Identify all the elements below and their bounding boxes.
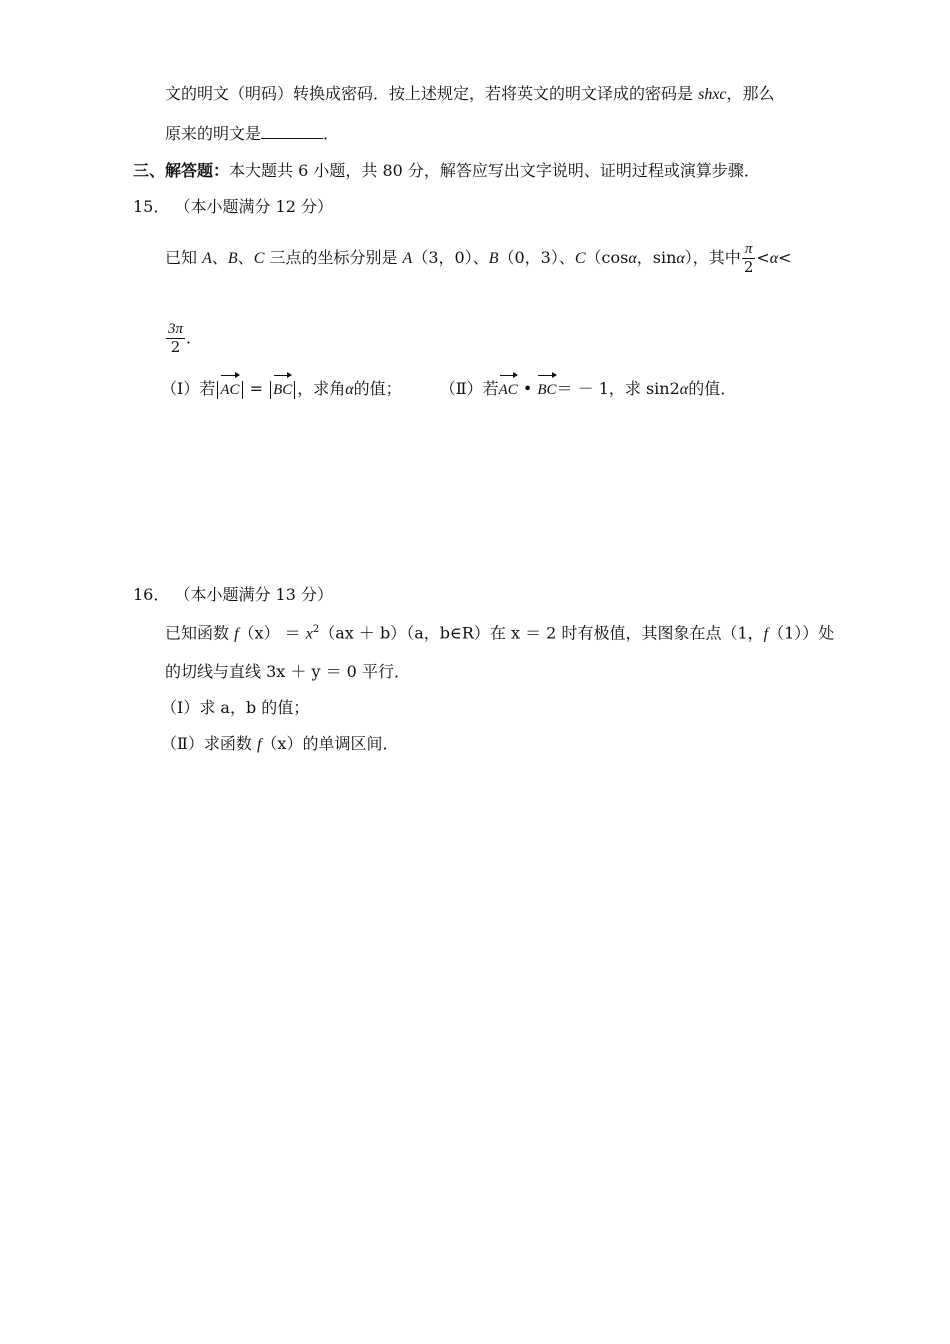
coord-B: （0，3）、 [498, 248, 575, 267]
q16-text-end: （1））处 [768, 623, 835, 643]
func-f: f [234, 625, 239, 643]
q16-header [133, 585, 333, 605]
alpha: α [676, 250, 685, 267]
q15-parts [161, 373, 736, 403]
var-A: A [202, 250, 212, 267]
period: ． [186, 328, 203, 347]
less-than: < [778, 248, 792, 267]
q16-points: （本小题满分 13 分） [174, 585, 334, 604]
intro-period: ． [323, 124, 340, 143]
q15-text: 已知 [165, 248, 203, 267]
fraction-denominator: 2 [743, 258, 754, 276]
q16-part1-text: （Ⅰ）求 a，b 的值； [161, 698, 310, 717]
var-B: B [227, 250, 238, 267]
var-C: C [253, 250, 265, 267]
alpha: α [679, 381, 689, 398]
q16-line2: 的切线与直线 3x ＋ y ＝ 0 平行． [165, 662, 410, 681]
fraction-numerator: 3π [168, 321, 184, 337]
vector-BC: BC [273, 373, 292, 403]
q16-stem-cont [165, 662, 410, 682]
q16-expression: （ax ＋ b）（a，b∈R）在 x ＝ 2 时有极值，其图象在点（1， [319, 623, 764, 643]
q15-part1-end: 的值； [353, 379, 402, 398]
answer-blank [261, 124, 323, 139]
q16-number: 16． [133, 585, 170, 604]
dot-product: • [517, 379, 538, 398]
var-x: x [305, 625, 313, 643]
fraction-3pi-over-2 [166, 321, 185, 356]
q16-part2-end: （x）的单调区间． [261, 734, 399, 753]
q16-part2-text: （Ⅱ）求函数 [161, 734, 257, 753]
intro-line-2 [165, 124, 339, 144]
abs-bar [270, 381, 271, 399]
q15-part1-label: （Ⅰ）若 [161, 379, 216, 398]
section-3-heading [133, 161, 760, 181]
q16-text: 已知函数 [165, 623, 235, 643]
q15-part2-label: （Ⅱ）若 [439, 379, 499, 398]
q15-text: ），其中 [684, 248, 741, 267]
q15-stem [165, 238, 792, 279]
equals: = [244, 379, 269, 398]
abs-bar [242, 381, 243, 399]
alpha: α [628, 250, 637, 267]
abs-bar [217, 381, 218, 399]
q16-part1 [161, 698, 309, 718]
func-arg: （x） [238, 623, 280, 643]
fraction-denominator: 2 [170, 338, 181, 356]
intro-line-1 [165, 84, 775, 105]
q16-stem [165, 620, 834, 644]
q15-part2-end: 的值． [688, 379, 737, 398]
vector-AC: AC [220, 373, 239, 403]
vector-BC: BC [537, 373, 556, 403]
section-3-label: 三、解答题： [133, 161, 230, 180]
fraction-pi-over-2 [742, 241, 756, 276]
intro-text: 文的明文（明码）转换成密码．按上述规定，若将英文的明文译成的密码是 [165, 84, 699, 103]
coord-C: （cos [585, 248, 629, 267]
q15-header [133, 197, 333, 217]
q15-points: （本小题满分 12 分） [174, 197, 334, 216]
coord-C-sin: ，sin [636, 248, 677, 267]
alpha: α [769, 250, 779, 267]
equals: ＝ [279, 623, 306, 643]
section-3-instructions: 本大题共 6 小题，共 80 分，解答应写出文字说明、证明过程或演算步骤． [229, 161, 760, 180]
q15-number: 15． [133, 197, 170, 216]
var-C: C [574, 250, 586, 267]
q16-part2 [161, 734, 398, 755]
less-than: < [756, 248, 770, 267]
alpha: α [345, 381, 354, 398]
fraction-numerator: π [742, 241, 756, 259]
sep: 、 [237, 248, 254, 267]
func-f: f [256, 736, 262, 753]
coord-A: （3，0）、 [412, 248, 489, 267]
vector-AC: AC [499, 373, 518, 403]
var-B: B [488, 250, 499, 267]
q15-stem-cont [165, 318, 202, 358]
q15-part1-text: ，求角 [297, 379, 346, 398]
q15-text: 三点的坐标分别是 [264, 248, 403, 267]
q15-part2-eq: ＝ － 1，求 sin2 [556, 379, 680, 398]
abs-bar [294, 381, 295, 399]
sep: 、 [211, 248, 228, 267]
var-A: A [402, 250, 413, 267]
intro-answer-prompt: 原来的明文是 [165, 124, 262, 143]
code-word: shxc [698, 86, 727, 103]
intro-text-end: ，那么 [726, 84, 775, 103]
exponent: 2 [312, 624, 320, 635]
func-f: f [763, 625, 769, 643]
